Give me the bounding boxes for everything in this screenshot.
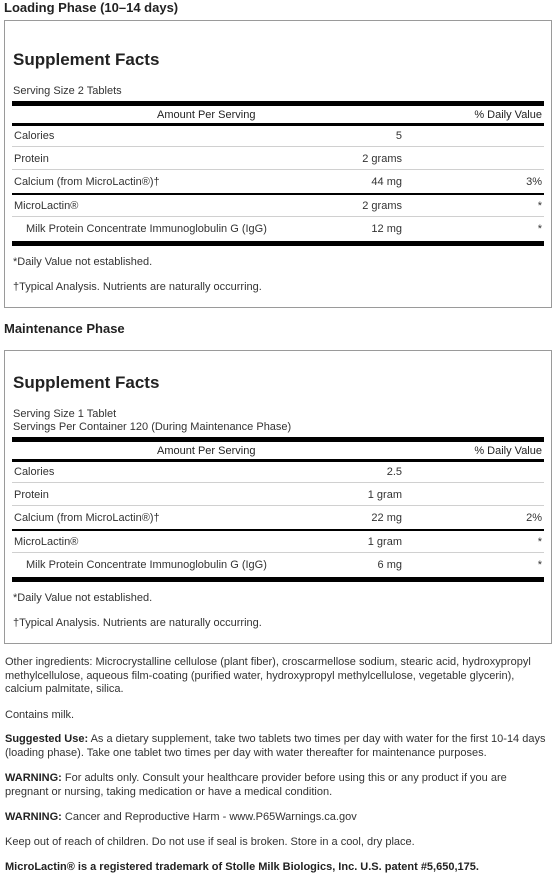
table-row <box>12 507 544 529</box>
loading-panel-title: Supplement Facts <box>13 50 160 69</box>
nutrient-daily-value: * <box>537 536 542 548</box>
warning-label: WARNING: <box>5 811 62 823</box>
footnote-daily-value: *Daily Value not established. <box>13 256 153 268</box>
maintenance-panel-title: Supplement Facts <box>13 373 160 392</box>
table-header-row <box>12 107 544 123</box>
nutrient-daily-value: * <box>537 223 542 235</box>
warning-adults <box>5 772 553 799</box>
table-row <box>12 218 544 240</box>
nutrient-amount: 2 grams <box>362 153 402 165</box>
nutrient-amount: 1 gram <box>367 536 402 548</box>
nutrient-name: Calories <box>14 466 55 478</box>
table-header-row <box>12 443 544 459</box>
header-daily-value: % Daily Value <box>474 109 542 121</box>
maintenance-servings-per-container: Servings Per Container 120 (During Maintenance Phase) <box>13 421 292 433</box>
warning-text: For adults only. Consult your healthcare provider before using this or any product if you are pregnant or nursing, taking medication or have a medical condition. <box>5 772 507 798</box>
table-row <box>12 125 544 147</box>
nutrient-amount: 44 mg <box>371 176 402 188</box>
suggested-use-text: As a dietary supplement, take two tablets two times per day with water for the first 10-14 days (loading phase). Take one tablet two times per day with water thereafter for maintenance purposes. <box>5 733 546 759</box>
warning-prop65 <box>5 811 553 825</box>
warning-text: Cancer and Reproductive Harm - www.P65Warnings.ca.gov <box>61 811 357 823</box>
nutrient-name: Calcium (from MicroLactin®)† <box>14 176 160 188</box>
table-row <box>12 554 544 576</box>
table-row <box>12 148 544 170</box>
table-bottom-rule <box>12 241 544 246</box>
nutrient-amount: 6 mg <box>377 559 402 571</box>
nutrient-daily-value: * <box>537 559 542 571</box>
table-top-rule <box>12 437 544 442</box>
suggested-use <box>5 733 553 760</box>
footnote-typical-analysis: †Typical Analysis. Nutrients are naturally occurring. <box>13 617 262 629</box>
nutrient-amount: 2 grams <box>362 200 402 212</box>
nutrient-name: Calcium (from MicroLactin®)† <box>14 512 160 524</box>
loading-supplement-facts-panel <box>4 20 552 308</box>
header-daily-value: % Daily Value <box>474 445 542 457</box>
loading-serving-size: Serving Size 2 Tablets <box>13 85 122 97</box>
table-row <box>12 195 544 217</box>
nutrient-amount: 5 <box>395 130 402 142</box>
maintenance-facts-table <box>12 437 544 587</box>
nutrient-name: Protein <box>14 489 49 501</box>
nutrient-amount: 2.5 <box>386 466 402 478</box>
nutrient-name: MicroLactin® <box>14 536 79 548</box>
footnote-daily-value: *Daily Value not established. <box>13 592 153 604</box>
nutrient-amount: 1 gram <box>367 489 402 501</box>
nutrient-name: Milk Protein Concentrate Immunoglobulin G (IgG) <box>26 223 267 235</box>
table-row <box>12 461 544 483</box>
table-row <box>12 484 544 506</box>
maintenance-serving-size: Serving Size 1 Tablet <box>13 408 117 420</box>
nutrient-amount: 12 mg <box>371 223 402 235</box>
footnote-typical-analysis: †Typical Analysis. Nutrients are naturally occurring. <box>13 281 262 293</box>
nutrient-amount: 22 mg <box>371 512 402 524</box>
other-ingredients: Other ingredients: Microcrystalline cellulose (plant fiber), croscarmellose sodium, stearic acid, hydroxypropyl methylcellulose, aqueous film-coating (purified water, hydroxypropyl methylcellulose, vegetable glycerin), calcium palmitate, silica. <box>5 656 531 695</box>
nutrient-daily-value: * <box>537 200 542 212</box>
table-row <box>12 171 544 193</box>
suggested-use-label: Suggested Use: <box>5 733 89 745</box>
header-amount-per-serving: Amount Per Serving <box>157 109 256 121</box>
table-top-rule <box>12 101 544 106</box>
header-amount-per-serving: Amount Per Serving <box>157 445 256 457</box>
loading-facts-table <box>12 101 544 251</box>
nutrient-name: Milk Protein Concentrate Immunoglobulin G (IgG) <box>26 559 267 571</box>
trademark-notice: MicroLactin® is a registered trademark of Stolle Milk Biologics, Inc. U.S. patent #5,650,175. <box>5 861 479 873</box>
maintenance-phase-heading: Maintenance Phase <box>4 321 125 336</box>
nutrient-name: MicroLactin® <box>14 200 79 212</box>
nutrient-daily-value: 3% <box>526 176 542 188</box>
loading-phase-heading: Loading Phase (10–14 days) <box>4 0 179 15</box>
maintenance-supplement-facts-panel <box>4 350 552 644</box>
nutrient-name: Calories <box>14 130 55 142</box>
warning-label: WARNING: <box>5 772 62 784</box>
storage-instructions: Keep out of reach of children. Do not use if seal is broken. Store in a cool, dry place. <box>5 836 415 848</box>
nutrient-daily-value: 2% <box>526 512 542 524</box>
table-bottom-rule <box>12 577 544 582</box>
allergen-statement: Contains milk. <box>5 709 75 721</box>
table-row <box>12 531 544 553</box>
nutrient-name: Protein <box>14 153 49 165</box>
